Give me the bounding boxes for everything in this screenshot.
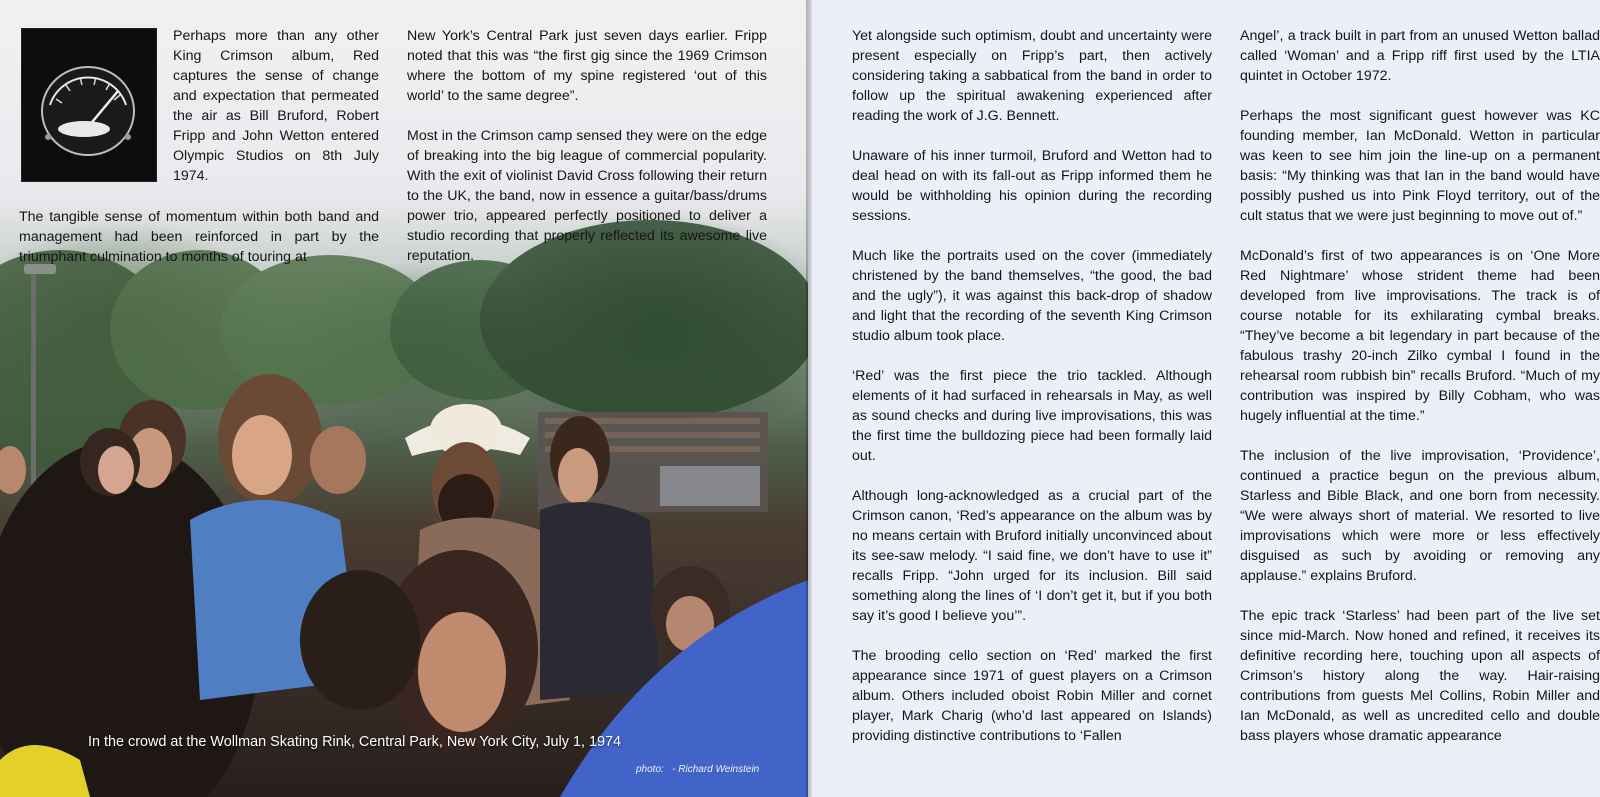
providence-paragraph: The inclusion of the live improvisation, ‘Providence’, continued a practice begun on the previous album, Starless and Bible Black, and one born from necessity. “We were always short of material. We resorted to live improvisations which were more or less effectively disguised as such by avoiding or removing any applause.” explains Bruford. bbox=[1240, 448, 1600, 584]
photo-credit-name: - Richard Weinstein bbox=[672, 764, 760, 775]
gauge-dial-icon bbox=[22, 29, 156, 181]
photo-credit bbox=[636, 764, 759, 775]
optimism-paragraph: Yet alongside such optimism, doubt and uncertainty were present especially on Fripp’s part, then actively considering taking a sabbatical from the band in order to follow up the spiritual awakening experienced after reading the work of J.G. Bennett. bbox=[852, 28, 1212, 124]
crimson-camp-paragraph: Most in the Crimson camp sensed they were on the edge of breaking into the big league of commercial popularity. With the exit of violinist David Cross following their return to the UK, the band, now in essence a guitar/bass/drums power trio, appeared perfectly positioned to deliver a studio recording that properly reflected its awesome live reputation. bbox=[407, 128, 767, 264]
left-column-2 bbox=[407, 26, 767, 286]
left-momentum-paragraph bbox=[19, 207, 379, 287]
ian-mcdonald-paragraph: Perhaps the most significant guest however was KC founding member, Ian McDonald. Wetton in particular was keen to see him join the line-up on a permanent basis: “My thinking was that Ian in the band would have possibly pushed us into Pink Floyd territory, out of the cult status that we were just beginning to move out of.” bbox=[1240, 108, 1600, 224]
red-first-piece-paragraph: ‘Red’ was the first piece the trio tackled. Although elements of it had surfaced in rehearsals in May, as well as sound checks and during live improvisations, this was the first time the bulldozing piece had been formally laid out. bbox=[852, 368, 1212, 464]
right-column-2 bbox=[1240, 26, 1600, 766]
right-column-1 bbox=[852, 26, 1212, 766]
left-intro-paragraph bbox=[173, 26, 379, 206]
cello-section-paragraph: The brooding cello section on ‘Red’ marked the first appearance since 1971 of guest players on a Crimson album. Others included oboist Robin Miller and cornet player, Mark Charig (who’d last appeared on Islands) providing distinctive contributions to ‘Fallen bbox=[852, 648, 1212, 744]
portraits-paragraph: Much like the portraits used on the cover (immediately christened by the band themselves, “the good, the bad and the ugly”), it was against this back-drop of shadow and light that the recording of the seventh King Crimson studio album took place. bbox=[852, 248, 1212, 344]
red-nightmare-paragraph: McDonald’s first of two appearances is on ‘One More Red Nightmare’ whose strident theme had been developed from live improvisations. The track is of course notable for its exhilarating cymbal breaks. “They’ve become a bit legendary in part because of the fabulous trashy 20-inch Zilko cymbal I found in the rehearsal room rubbish bin” recalls Bruford. “Much of my contribution was inspired by Billy Cobham, who was hugely influential at the time.” bbox=[1240, 248, 1600, 424]
right-page-text bbox=[812, 0, 1600, 797]
central-park-paragraph: New York’s Central Park just seven days earlier. Fripp noted that this was “the first gig since the 1969 Crimson where the bottom of my spine registered ‘out of this world’ to the same degree”. bbox=[407, 28, 767, 104]
momentum-text: The tangible sense of momentum within both band and management had been reinforced in part by the triumphant culmination to months of touring at bbox=[19, 209, 379, 265]
starless-paragraph: The epic track ‘Starless’ had been part of the live set since mid-March. Now honed and refined, it receives its definitive recording here, touching upon all aspects of Crimson’s history along the way. Hair-raising contributions from guests Mel Collins, Robin Miller and Ian McDonald, as well as uncredited cello and double bass players whose dramatic appearance bbox=[1240, 608, 1600, 744]
photo-caption: In the crowd at the Wollman Skating Rink, Central Park, New York City, July 1, 1974 bbox=[88, 734, 621, 750]
photo-credit-label: photo: bbox=[636, 764, 664, 775]
turmoil-paragraph: Unaware of his inner turmoil, Bruford and Wetton had to deal head on with its fall-out as Fripp informed them he would be withholding his opinion during the recording sessions. bbox=[852, 148, 1212, 224]
gauge-thumbnail-image bbox=[21, 28, 157, 182]
crimson-canon-paragraph: Although long-acknowledged as a crucial part of the Crimson canon, ‘Red’s appearance on the album was by no means certain with Bruford initially unconvinced about its see-saw melody. “I said fine, we don’t have to use it” recalls Fripp. “John urged for its inclusion. Bill said something along the lines of ‘I don’t get it, but if you both say it’s good I believe you’”. bbox=[852, 488, 1212, 624]
fallen-angel-paragraph: Angel’, a track built in part from an unused Wetton ballad called ‘Woman’ and a Fripp riff first used by the LTIA quintet in October 1972. bbox=[1240, 28, 1600, 84]
intro-text: Perhaps more than any other King Crimson album, Red captures the sense of change and expectation that permeated the air as Bill Bruford, Robert Fripp and John Wetton entered Olympic Studios on 8th July 1974. bbox=[173, 28, 379, 184]
